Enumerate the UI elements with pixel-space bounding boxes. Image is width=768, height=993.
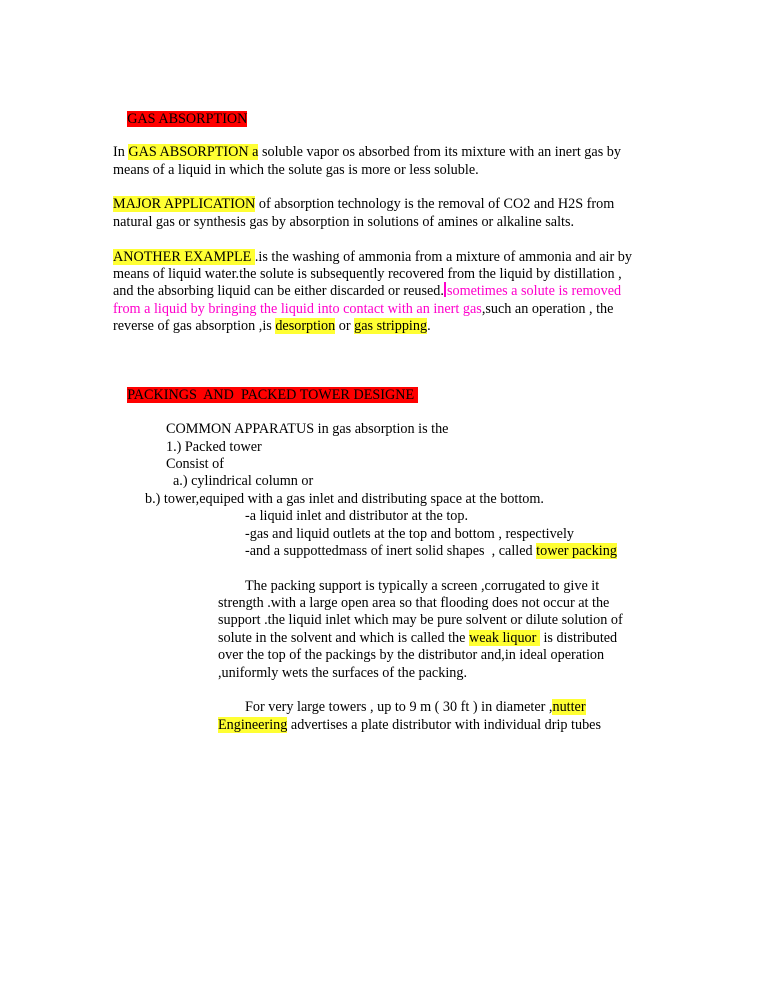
pink-text: from a liquid by bringing the liquid into contact with an inert gas bbox=[113, 301, 482, 317]
highlight-desorption: desorption bbox=[275, 318, 336, 334]
paragraph-3-line-5 bbox=[113, 317, 431, 335]
paragraph-1-line-2 bbox=[113, 161, 479, 179]
towers-line-1 bbox=[245, 698, 586, 716]
paragraph-1-line-1 bbox=[113, 143, 621, 161]
paragraph-3-line-1 bbox=[113, 248, 632, 266]
text: -and a suppottedmass of inert solid shapes , called bbox=[245, 543, 537, 559]
text: b.) tower,equiped with a gas inlet and distributing space at the bottom. bbox=[145, 491, 544, 507]
text: . bbox=[427, 318, 431, 334]
pink-text: s bbox=[446, 283, 453, 299]
paragraph-2-line-1 bbox=[113, 195, 614, 213]
text: is distributed bbox=[539, 630, 618, 646]
text: means of liquid water.the solute is subsequently recovered from the liquid by distillation , bbox=[113, 266, 622, 282]
heading-gas-absorption bbox=[113, 92, 248, 127]
highlight-nutter: nutter bbox=[552, 699, 586, 715]
text: reverse of gas absorption ,is bbox=[113, 318, 276, 334]
towers-line-2 bbox=[218, 716, 601, 734]
support-line-1 bbox=[245, 577, 599, 595]
highlight: GAS ABSORPTION a bbox=[128, 144, 259, 160]
apparatus-line-3 bbox=[166, 455, 224, 473]
pink-text: ometimes a solute is removed bbox=[452, 283, 622, 299]
paragraph-3-line-3 bbox=[113, 282, 621, 300]
text: Consist of bbox=[166, 456, 224, 472]
text: and the absorbing liquid can be either discarded or reused. bbox=[113, 283, 444, 299]
text: ,such an operation , the bbox=[481, 301, 614, 317]
apparatus-line-8 bbox=[245, 542, 617, 560]
support-line-4 bbox=[218, 629, 617, 647]
support-line-3 bbox=[218, 611, 623, 629]
highlight: MAJOR APPLICATION bbox=[113, 196, 256, 212]
heading-text: GAS ABSORPTION bbox=[127, 111, 248, 127]
text: COMMON APPARATUS in gas absorption is the bbox=[166, 421, 449, 437]
text: ,uniformly wets the surfaces of the packing. bbox=[218, 665, 467, 681]
apparatus-line-5 bbox=[145, 490, 544, 508]
apparatus-line-7 bbox=[245, 525, 574, 543]
heading-text: PACKINGS AND PACKED TOWER DESIGNE bbox=[127, 387, 418, 403]
text: soluble vapor os absorbed from its mixture with an inert gas by bbox=[258, 144, 621, 160]
text-cursor bbox=[444, 282, 446, 297]
text: or bbox=[335, 318, 355, 334]
apparatus-line-2 bbox=[166, 438, 262, 456]
support-line-2 bbox=[218, 594, 609, 612]
text: means of a liquid in which the solute gas is more or less soluble. bbox=[113, 162, 479, 178]
paragraph-3-line-4 bbox=[113, 300, 613, 318]
apparatus-line-1 bbox=[166, 420, 448, 438]
text: of absorption technology is the removal of CO2 and H2S from bbox=[255, 196, 615, 212]
text: -a liquid inlet and distributor at the top. bbox=[245, 508, 469, 524]
highlight-tower-packing: tower packing bbox=[536, 543, 617, 559]
text: over the top of the packings by the distributor and,in ideal operation bbox=[218, 647, 605, 663]
apparatus-line-6 bbox=[245, 507, 468, 525]
text: The packing support is typically a screen ,corrugated to give it bbox=[245, 578, 600, 594]
text: a.) cylindrical column or bbox=[173, 473, 314, 489]
text: -gas and liquid outlets at the top and bottom , respectively bbox=[245, 526, 575, 542]
heading-packings bbox=[113, 368, 418, 403]
text: support .the liquid inlet which may be pure solvent or dilute solution of bbox=[218, 612, 623, 628]
paragraph-3-line-2 bbox=[113, 265, 622, 283]
highlight-engineering: Engineering bbox=[218, 717, 288, 733]
text: natural gas or synthesis gas by absorption in solutions of amines or alkaline salts. bbox=[113, 214, 575, 230]
text: advertises a plate distributor with individual drip tubes bbox=[287, 717, 601, 733]
support-line-5 bbox=[218, 646, 604, 664]
text: 1.) Packed tower bbox=[166, 439, 262, 455]
text: For very large towers , up to 9 m ( 30 ft ) in diameter , bbox=[245, 699, 553, 715]
highlight: ANOTHER EXAMPLE bbox=[113, 249, 255, 265]
text: .is the washing of ammonia from a mixture of ammonia and air by bbox=[254, 249, 632, 265]
text: strength .with a large open area so that flooding does not occur at the bbox=[218, 595, 610, 611]
text: solute in the solvent and which is called the bbox=[218, 630, 469, 646]
highlight-gas-stripping: gas stripping bbox=[354, 318, 428, 334]
support-line-6 bbox=[218, 664, 467, 682]
apparatus-line-4 bbox=[173, 472, 313, 490]
paragraph-2-line-2 bbox=[113, 213, 574, 231]
text: In bbox=[113, 144, 129, 160]
highlight-weak-liquor: weak liquor bbox=[468, 630, 540, 646]
